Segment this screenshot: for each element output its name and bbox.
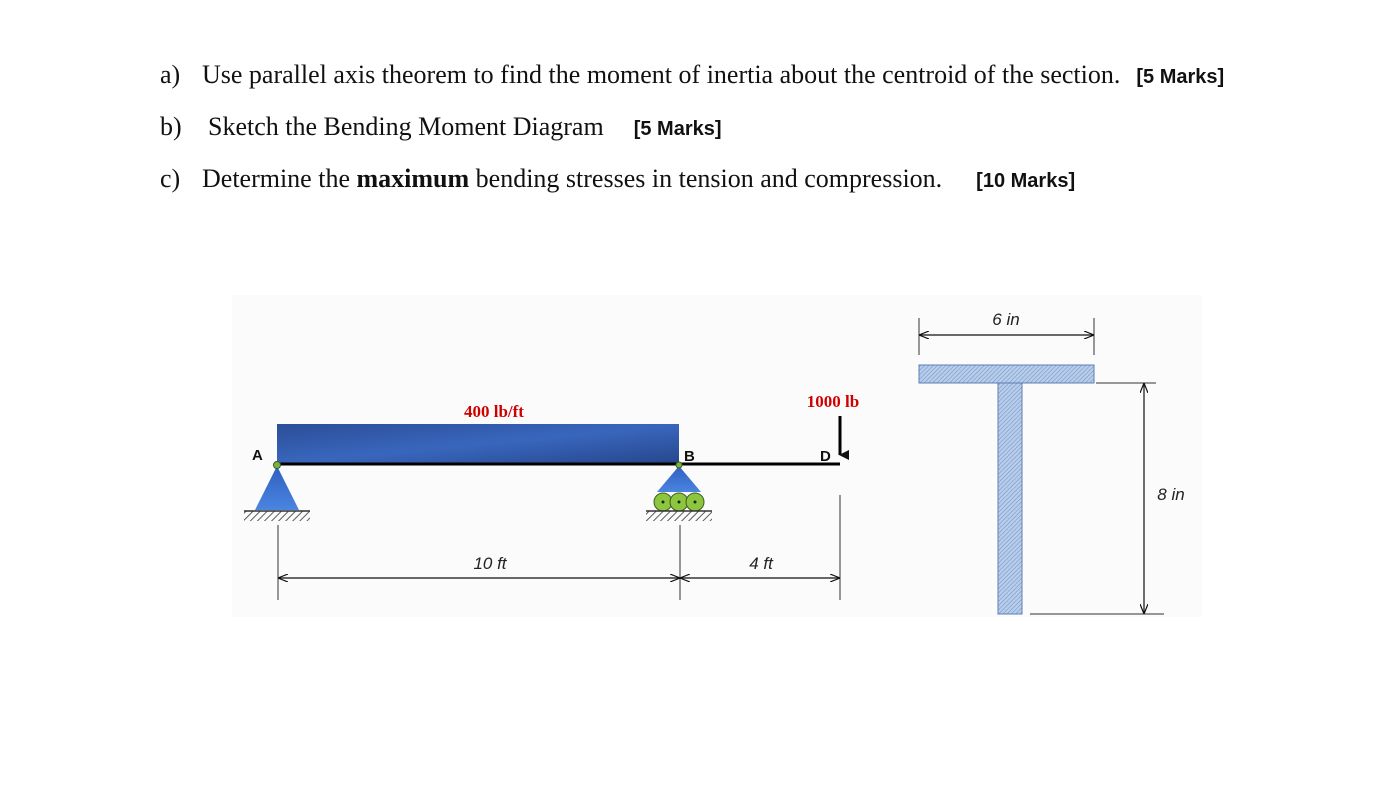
point-a-label: A (252, 447, 263, 464)
point-d-label: D (820, 448, 831, 465)
question-c-text-after: bending stresses in tension and compression. (469, 164, 943, 193)
question-a-text: Use parallel axis theorem to find the moment of inertia about the centroid of the section. (202, 60, 1121, 89)
question-a-marks: [5 Marks] (1136, 66, 1225, 88)
depth-label: 8 in (1157, 485, 1185, 504)
span-bd-label: 4 ft (749, 554, 773, 573)
question-b-label: b) (160, 112, 182, 141)
question-b-text: Sketch the Bending Moment Diagram (208, 112, 604, 141)
t-section-flange (919, 365, 1094, 383)
question-c-text-before: Determine the (202, 164, 357, 193)
question-a-label: a) (160, 60, 181, 89)
question-c-text-bold: maximum (356, 164, 470, 193)
question-c-marks: [10 Marks] (976, 170, 1076, 192)
question-b-marks: [5 Marks] (633, 118, 722, 140)
point-b-label: B (684, 448, 695, 465)
span-ab-label: 10 ft (473, 554, 507, 573)
point-load-label: 1000 lb (806, 392, 860, 411)
t-section-web (998, 383, 1022, 614)
flange-width-label: 6 in (992, 310, 1020, 329)
distributed-load-block (277, 424, 679, 464)
distributed-load-label: 400 lb/ft (464, 402, 524, 421)
question-c-label: c) (160, 164, 181, 193)
